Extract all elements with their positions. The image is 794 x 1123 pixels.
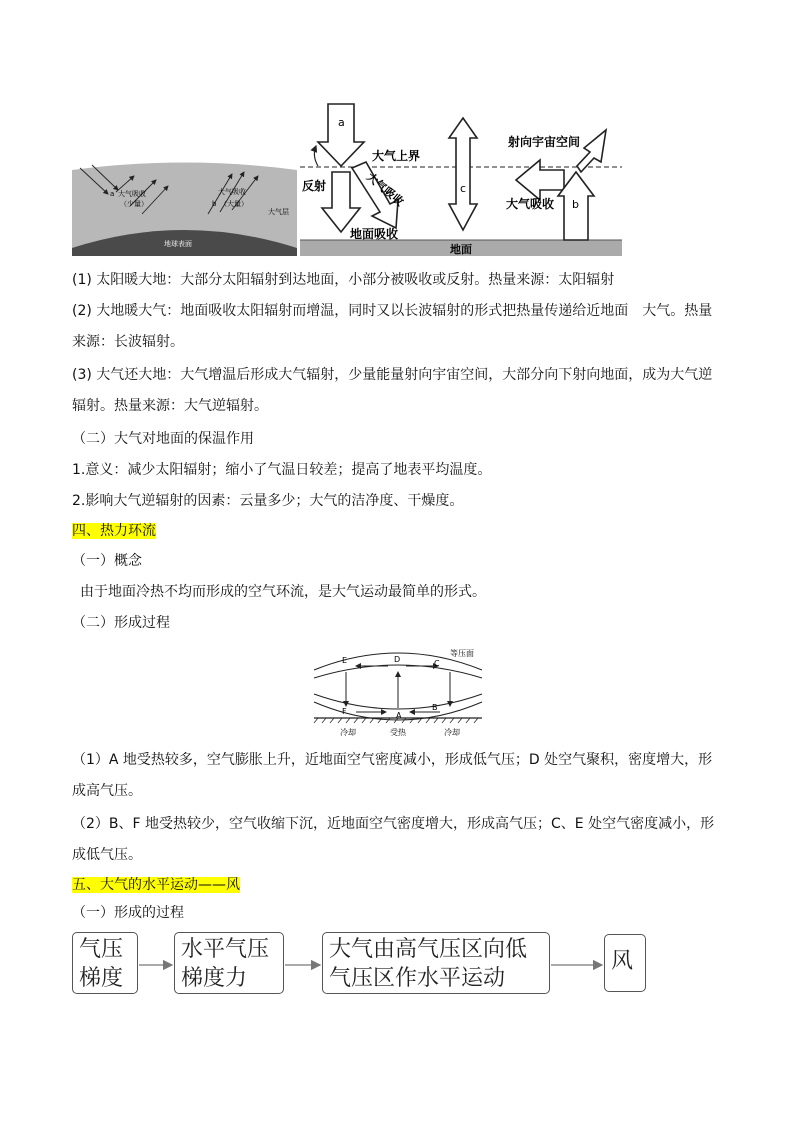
paragraph-6: 2.影响大气逆辐射的因素：云量多少；大气的洁净度、干燥度。 [72,493,464,509]
arrow-c [449,118,477,230]
paragraph-4: （二）大气对地面的保温作用 [72,431,254,447]
label-a: a [338,116,345,129]
space-arrow [577,130,606,172]
flow-box-1-text: 气压梯度 [79,937,124,991]
solar-arrow-a [318,104,364,166]
label-D: D [394,655,401,664]
label-heat: 受热 [390,728,406,737]
section-heading-5-text: 五、大气的水平运动——风 [72,877,240,893]
label-isobar: 等压面 [450,649,474,658]
label-b: b [572,198,579,211]
label-earth-surface: 地球表面 [164,240,192,248]
flow-box-2-text: 水平气压梯度力 [181,937,270,991]
paragraph-5: 1.意义：减少太阳辐射；缩小了气温日较差；提高了地表平均温度。 [72,462,492,478]
label-b-amount: （大量） [220,200,248,208]
label-absorb-diag: 大气吸收 [364,170,407,209]
section-heading-4-text: 四、热力环流 [72,523,156,539]
label-b: b [212,200,217,208]
label-absorb: 大气吸收 [506,197,555,211]
radiation-balance-figure [300,100,622,258]
label-b-absorb: 大气吸收 [218,188,246,196]
label-ground: 地面 [450,243,472,256]
section-heading-5 [72,870,724,901]
ground-absorb-arrow [322,172,360,232]
label-atmosphere-layer: 大气层 [268,208,289,216]
label-E: E [342,656,348,665]
atmosphere-absorption-figure [72,150,297,256]
section-heading-4 [72,516,724,547]
label-A: A [396,711,402,720]
flow-box-3-text: 大气由高气压区向低气压区作水平运动 [329,937,528,991]
label-a: a [110,190,115,198]
flow-box-4-text: 风 [611,949,634,974]
paragraph-10: （1）A 地受热较多，空气膨胀上升，近地面空气密度减小，形成低气压；D 处空气聚积，密度增大，形成高气压。 [72,752,713,799]
paragraph-2: (2) 大地暖大气：地面吸收太阳辐射而增温，同时又以长波辐射的形式把热量传递给近地面 大气。热量来源：长波辐射。 [72,303,713,350]
paragraph-1: (1) 太阳暖大地：大部分太阳辐射到达地面，小部分被吸收或反射。热量来源：太阳辐射 [72,272,615,288]
label-cool-left: 冷却 [340,728,356,737]
paragraph-11: （2）B、F 地受热较少，空气收缩下沉，近地面空气密度增大，形成高气压；C、E 处空气密度减小，形成低气压。 [72,816,715,863]
paragraph-9: （二）形成过程 [72,615,170,631]
flow-arrows [0,932,794,994]
label-B: B [432,703,438,712]
paragraph-8: 由于地面冷热不均而形成的空气环流，是大气运动最简单的形式。 [80,584,486,600]
paragraph-7: （一）概念 [72,553,142,569]
paragraph-3: (3) 大气还大地：大气增温后形成大气辐射，少量能量射向宇宙空间，大部分向下射向地面，成为大气逆辐射。热量来源：大气逆辐射。 [72,367,713,414]
label-atmosphere-top: 大气上界 [372,149,421,163]
label-space: 射向宇宙空间 [508,135,581,149]
label-cool-right: 冷却 [444,728,460,737]
paragraph-12: （一）形成的过程 [72,905,184,921]
label-reflect: 反射 [302,179,327,193]
label-ground-absorb: 地面吸收 [350,227,399,241]
label-F: F [342,707,347,716]
thermal-circulation-figure [310,644,486,740]
label-a-amount: （少量） [120,200,148,208]
label-a-absorb: 大气吸收 [118,190,146,198]
label-C: C [434,659,440,668]
absorb-left-arrow [516,160,564,200]
label-c: c [460,182,467,195]
